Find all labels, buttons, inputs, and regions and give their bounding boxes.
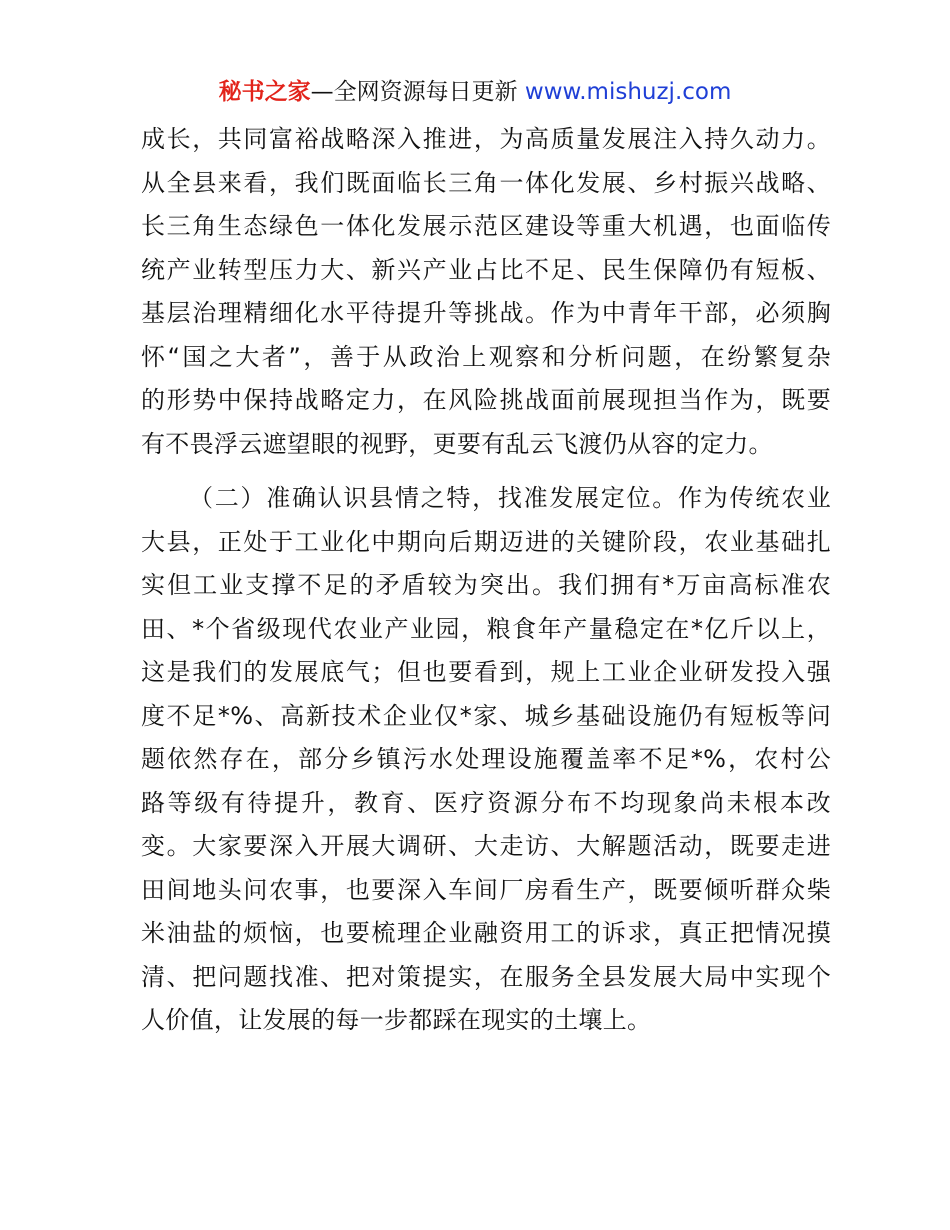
text-line: 这是我们的发展底气；但也要看到，规上工业企业研发投入强 [141,658,831,686]
text-line: 人价值，让发展的每一步都踩在现实的土壤上。 [141,1006,652,1034]
text-line: 路等级有待提升，教育、医疗资源分布不均现象尚未根本改 [141,788,831,817]
text-line: 怀“国之大者”，善于从政治上观察和分析问题，在纷繁复杂 [141,342,831,371]
text-line: 大县，正处于工业化中期向后期迈进的关键阶段，农业基础扎 [141,527,831,556]
text-line: 基层治理精细化水平待提升等挑战。作为中青年干部，必须胸 [141,299,831,327]
text-line: 成长，共同富裕战略深入推进，为高质量发展注入持久动力。 [141,125,831,153]
text-line: 米油盐的烦恼，也要梳理企业融资用工的诉求，真正把情况摸 [141,919,831,947]
paragraph-1 [141,118,831,466]
text-line: 从全县来看，我们既面临长三角一体化发展、乡村振兴战略、 [141,168,831,197]
text-line: 的形势中保持战略定力，在风险挑战面前展现担当作为，既要 [141,386,831,414]
text-line: 统产业转型压力大、新兴产业占比不足、民生保障仍有短板、 [141,255,831,284]
text-line: 有不畏浮云遮望眼的视野，更要有乱云飞渡仍从容的定力。 [141,429,773,458]
text-line: 清、把问题找准、把对策提实，在服务全县发展大局中实现个 [141,962,831,991]
header-tagline: —全网资源每日更新 [310,79,525,105]
text-line: 度不足*%、高新技术企业仅*家、城乡基础设施仍有短板等问 [141,701,831,730]
text-line: 变。大家要深入开展大调研、大走访、大解题活动，既要走进 [141,832,831,860]
text-line: 题依然存在，部分乡镇污水处理设施覆盖率不足*%，农村公 [141,745,831,773]
brand-name: 秘书之家 [218,79,311,105]
text-line: （二）准确认识县情之特，找准发展定位。作为传统农业 [189,484,831,512]
website-link[interactable]: www.mishuzj.com [524,79,732,105]
text-line: 实但工业支撑不足的矛盾较为突出。我们拥有*万亩高标准农 [141,571,831,599]
text-line: 田、*个省级现代农业产业园，粮食年产量稳定在*亿斤以上， [141,614,831,643]
page-header [0,76,950,108]
document-body [141,118,831,1043]
text-line: 田间地头问农事，也要深入车间厂房看生产，既要倾听群众柴 [141,875,831,904]
paragraph-2 [141,477,831,1043]
text-line: 长三角生态绿色一体化发展示范区建设等重大机遇，也面临传 [141,212,831,240]
paragraph-spacer [141,466,831,477]
